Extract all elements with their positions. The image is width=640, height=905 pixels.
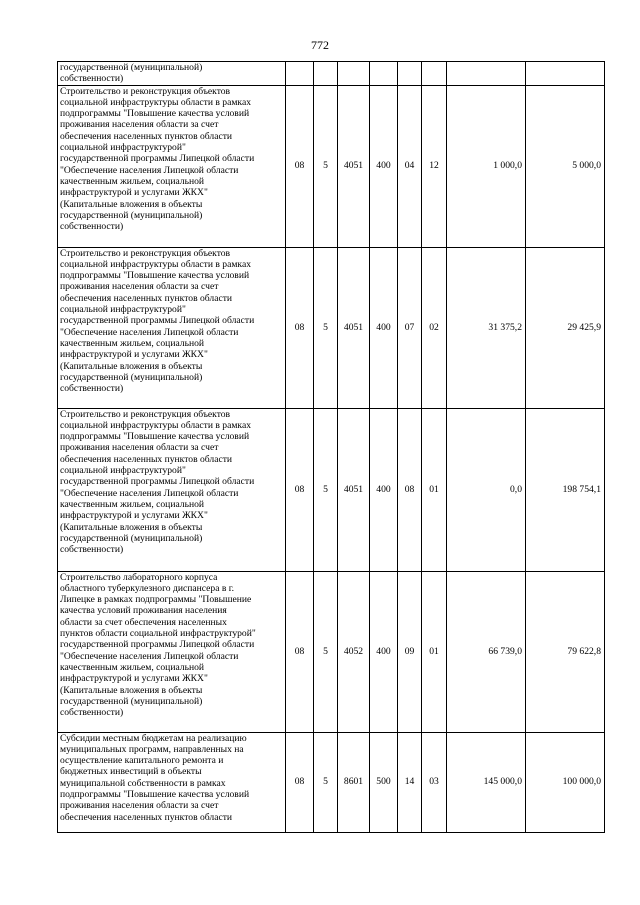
subprogram-code: 5 <box>314 571 338 732</box>
subchapter-code: 03 <box>422 732 447 832</box>
chapter-code: 07 <box>398 247 422 408</box>
amount-year-1 <box>447 62 526 86</box>
subchapter-code <box>422 62 447 86</box>
chapter-code: 14 <box>398 732 422 832</box>
amount-year-1: 0,0 <box>447 408 526 571</box>
target-code: 4051 <box>338 85 370 247</box>
subprogram-code: 5 <box>314 732 338 832</box>
amount-year-1: 145 000,0 <box>447 732 526 832</box>
target-code: 4051 <box>338 247 370 408</box>
row-description: Субсидии местным бюджетам на реализацию муниципальных программ, направленных на осуществление капитального ремонта и бюджетных инвестиций в объекты муниципальной собственности в рамках подпрограммы "Повышение качества условий проживания населения области за счет обеспечения населенных пунктов области <box>58 732 286 832</box>
chapter-code <box>398 62 422 86</box>
amount-year-2: 79 622,8 <box>526 571 605 732</box>
subchapter-code: 12 <box>422 85 447 247</box>
table-row <box>58 62 605 86</box>
row-description: Строительство и реконструкция объектов социальной инфраструктуры области в рамках подпрограммы "Повышение качества условий проживания населения области за счет обеспечения населенных пунктов области социальной инфраструктурой" государственной программы Липецкой области "Обеспечение населения Липецкой области качественным жильем, социальной инфраструктурой и услугами ЖКХ" (Капитальные вложения в объекты государственной (муниципальной) собственности) <box>58 247 286 408</box>
amount-year-1: 31 375,2 <box>447 247 526 408</box>
row-description: государственной (муниципальной) собственности) <box>58 62 286 86</box>
amount-year-2: 100 000,0 <box>526 732 605 832</box>
amount-year-2 <box>526 62 605 86</box>
row-description: Строительство и реконструкция объектов социальной инфраструктуры области в рамках подпрограммы "Повышение качества условий проживания населения области за счет обеспечения населенных пунктов области социальной инфраструктурой" государственной программы Липецкой области "Обеспечение населения Липецкой области качественным жильем, социальной инфраструктурой и услугами ЖКХ" (Капитальные вложения в объекты государственной (муниципальной) собственности) <box>58 85 286 247</box>
row-description: Строительство и реконструкция объектов социальной инфраструктуры области в рамках подпрограммы "Повышение качества условий проживания населения области за счет обеспечения населенных пунктов области социальной инфраструктурой" государственной программы Липецкой области "Обеспечение населения Липецкой области качественным жильем, социальной инфраструктурой и услугами ЖКХ" (Капитальные вложения в объекты государственной (муниципальной) собственности) <box>58 408 286 571</box>
subchapter-code: 02 <box>422 247 447 408</box>
amount-year-2: 198 754,1 <box>526 408 605 571</box>
subchapter-code: 01 <box>422 408 447 571</box>
amount-year-1: 1 000,0 <box>447 85 526 247</box>
subprogram-code <box>314 62 338 86</box>
subprogram-code: 5 <box>314 247 338 408</box>
target-code: 4052 <box>338 571 370 732</box>
target-code <box>338 62 370 86</box>
section-code: 08 <box>286 732 314 832</box>
subchapter-code: 01 <box>422 571 447 732</box>
amount-year-2: 5 000,0 <box>526 85 605 247</box>
target-code: 4051 <box>338 408 370 571</box>
table-row <box>58 732 605 832</box>
section-code: 08 <box>286 571 314 732</box>
expense-type-code: 400 <box>370 85 398 247</box>
table-row <box>58 408 605 571</box>
section-code: 08 <box>286 408 314 571</box>
amount-year-1: 66 739,0 <box>447 571 526 732</box>
section-code: 08 <box>286 85 314 247</box>
chapter-code: 04 <box>398 85 422 247</box>
expense-type-code: 400 <box>370 247 398 408</box>
target-code: 8601 <box>338 732 370 832</box>
budget-table <box>57 61 605 833</box>
table-row <box>58 571 605 732</box>
amount-year-2: 29 425,9 <box>526 247 605 408</box>
expense-type-code: 400 <box>370 408 398 571</box>
table-row <box>58 247 605 408</box>
row-description: Строительство лабораторного корпуса областного туберкулезного диспансера в г. Липецке в рамках подпрограммы "Повышение качества условий проживания населения области за счет обеспечения населенных пунктов области социальной инфраструктурой" государственной программы Липецкой области "Обеспечение населения Липецкой области качественным жильем, социальной инфраструктурой и услугами ЖКХ" (Капитальные вложения в объекты государственной (муниципальной) собственности) <box>58 571 286 732</box>
table-row <box>58 85 605 247</box>
expense-type-code <box>370 62 398 86</box>
chapter-code: 08 <box>398 408 422 571</box>
section-code: 08 <box>286 247 314 408</box>
page-number: 772 <box>311 38 329 52</box>
chapter-code: 09 <box>398 571 422 732</box>
subprogram-code: 5 <box>314 85 338 247</box>
subprogram-code: 5 <box>314 408 338 571</box>
expense-type-code: 500 <box>370 732 398 832</box>
expense-type-code: 400 <box>370 571 398 732</box>
section-code <box>286 62 314 86</box>
